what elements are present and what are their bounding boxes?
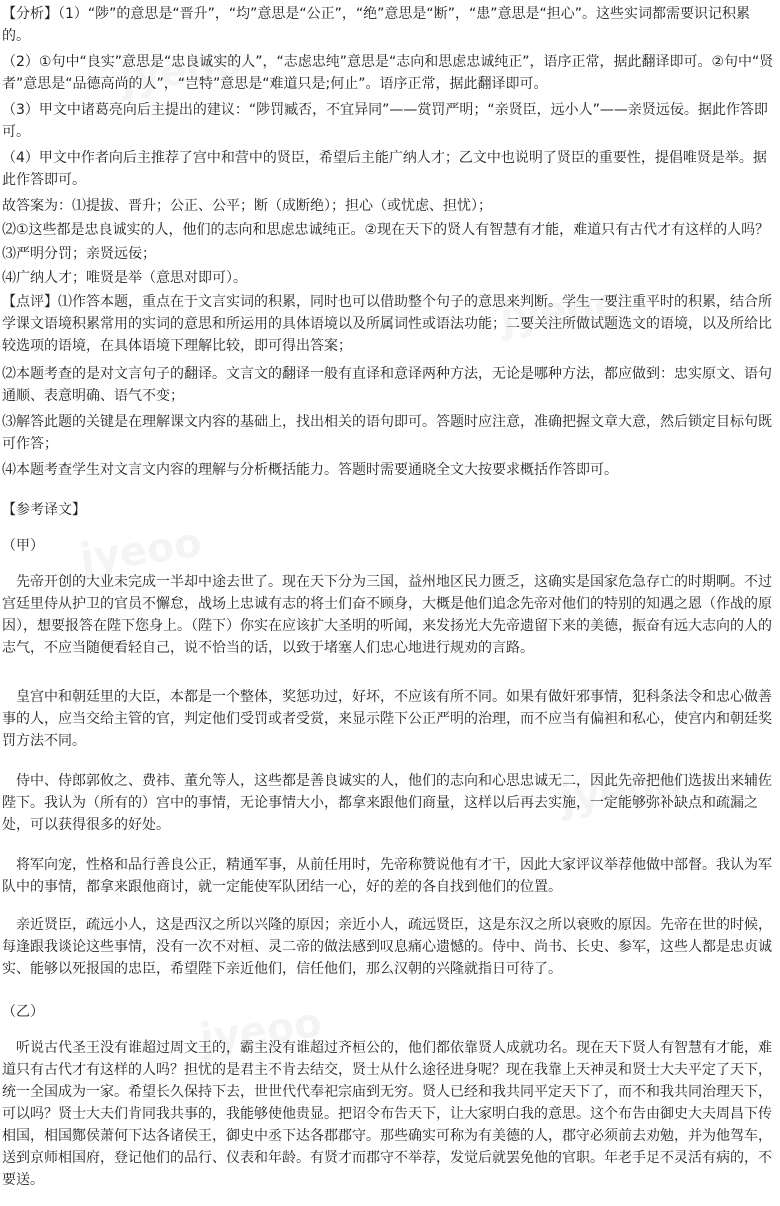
jia-paragraph-5: 亲近贤臣，疏远小人，这是西汉之所以兴隆的原因；亲近小人，疏远贤臣，这是东汉之所以衰败的原因。先帝在世的时候，每逢跟我谈论这些事情，没有一次不对桓、灵二帝的做法感到叹息痛心遗憾的。侍中、尚书、长史、参军，这些人都是忠贞诚实、能够以死报国的忠臣，希望陛下亲近他们，信任他们，那么汉朝的兴隆就指日可待了。	[2, 917, 772, 977]
answer-3: ⑶严明分罚；亲贤远佞；	[2, 246, 156, 262]
section-label-jia: （甲）	[2, 538, 44, 554]
analysis-paragraph-2: （2）①句中“良实”意思是“忠良诚实的人”，“志虑忠纯”意思是“志向和思虑忠诚纯正”，语序正常，据此翻译即可。②句中“贤者”意思是“品德高尚的人”，“岂特”意思是“难道只是;何止”。语序正常，据此翻译即可。	[2, 54, 774, 92]
comment-paragraph-2: ⑵本题考查的是对文言句子的翻译。文言文的翻译一般有直译和意译两种方法，无论是哪种方法，都应做到：忠实原文、语句通顺、表意明确、语气不变；	[2, 366, 772, 404]
analysis-paragraph-4: （4）甲文中作者向后主推荐了宫中和营中的贤臣，希望后主能广纳人才；乙文中也说明了贤臣的重要性，提倡唯贤是举。据此作答即可。	[2, 150, 767, 188]
section-label-yi: （乙）	[2, 1004, 44, 1020]
comment-paragraph-4: ⑷本题考查学生对文言文内容的理解与分析概括能力。答题时需要通晓全文大按要求概括作答即可。	[2, 462, 618, 478]
analysis-paragraph-3: （3）甲文中诸葛亮向后主提出的建议：“陟罚臧否，不宜异同”——赏罚严明；“亲贤臣，远小人”——亲贤远佞。据此作答即可。	[2, 102, 768, 140]
answer-intro: 故答案为：⑴提拔、晋升；公正、公平；断（成断绝）；担心（或忧虑、担忧）；	[2, 198, 492, 214]
translation-heading: 【参考译文】	[2, 502, 86, 518]
answer-4: ⑷广纳人才；唯贤是举（意思对即可）。	[2, 270, 247, 286]
jia-paragraph-1: 先帝开创的大业未完成一半却中途去世了。现在天下分为三国，益州地区民力匮乏，这确实是国家危急存亡的时期啊。不过宫廷里侍从护卫的官员不懈怠，战场上忠诚有志的将士们奋不顾身，大概是他们追念先帝对他们的特别的知遇之恩（作战的原因），想要报答在陛下您身上。（陛下）你实在应该扩大圣明的听闻，来发扬光大先帝遗留下来的美德，振奋有远大志向的人的志气，不应当随便看轻自己，说不恰当的话，以致于堵塞人们忠心地进行规劝的言路。	[2, 574, 772, 656]
jia-paragraph-3: 侍中、侍郎郭攸之、费祎、董允等人，这些都是善良诚实的人，他们的志向和心思忠诚无二，因此先帝把他们选拔出来辅佐陛下。我认为（所有的）宫中的事情，无论事情大小，都拿来跟他们商量，这样以后再去实施，一定能够弥补缺点和疏漏之处，可以获得很多的好处。	[2, 773, 772, 833]
jia-paragraph-4: 将军向宠，性格和品行善良公正，精通军事，从前任用时，先帝称赞说他有才干，因此大家评议举荐他做中部督。我认为军队中的事情，都拿来跟他商讨，就一定能使军队团结一心，好的差的各自找到他们的位置。	[2, 857, 772, 895]
answer-2: ⑵①这些都是忠良诚实的人，他们的志向和思虑忠诚纯正。②现在天下的贤人有智慧有才能，难道只有古代才有这样的人吗？	[2, 222, 770, 238]
analysis-paragraph-1: 【分析】（1）“陟”的意思是“晋升”，“均”意思是“公正”，“绝”意思是“断”，“患”意思是“担心”。这些实词都需要识记积累的。	[2, 6, 750, 44]
comment-paragraph-3: ⑶解答此题的关键是在理解课文内容的基础上，找出相关的语句即可。答题时应注意，准确把握文章大意，然后锁定目标句既可作答；	[2, 414, 772, 452]
comment-paragraph-1: 【点评】⑴作答本题，重点在于文言实词的积累，同时也可以借助整个句子的意思来判断。学生一要注重平时的积累，结合所学课文语境积累常用的实词的意思和所运用的具体语境以及所属词性或语法功能；二要关注所做试题选文的语境，以及所给比较选项的语境，在具体语境下理解比较，即可得出答案；	[2, 294, 772, 354]
yi-paragraph: 听说古代圣王没有谁超过周文王的，霸主没有谁超过齐桓公的，他们都依靠贤人成就功名。现在天下贤人有智慧有才能，难道只有古代才有这样的人吗？担忧的是君主不肯去结交，贤士从什么途径进身呢？现在我靠上天神灵和贤士大夫平定了天下，统一全国成为一家。希望长久保持下去，世世代代奉祀宗庙到无穷。贤人已经和我共同平定天下了，而不和我共同治理天下，可以吗？贤士大夫们肯同我共事的，我能够使他贵显。把诏令布告天下，让大家明白我的意思。这个布告由御史大夫周昌下传相国，相国酂侯萧何下达各诸侯王，御史中丞下达各郡郡守。那些确实可称为有美德的人，郡守必须前去劝勉，并为他驾车，送到京师相国府，登记他们的品行、仪表和年龄。有贤才而郡守不举荐，发觉后就罢免他的官职。年老手足不灵活有病的，不要送。	[2, 1040, 772, 1188]
jia-paragraph-2: 皇宫中和朝廷里的大臣，本都是一个整体，奖惩功过，好坏，不应该有所不同。如果有做奸邪事情，犯科条法令和忠心做善事的人，应当交给主管的官，判定他们受罚或者受赏，来显示陛下公正严明的治理，而不应当有偏袒和私心，使宫内和朝廷奖罚方法不同。	[2, 689, 772, 749]
